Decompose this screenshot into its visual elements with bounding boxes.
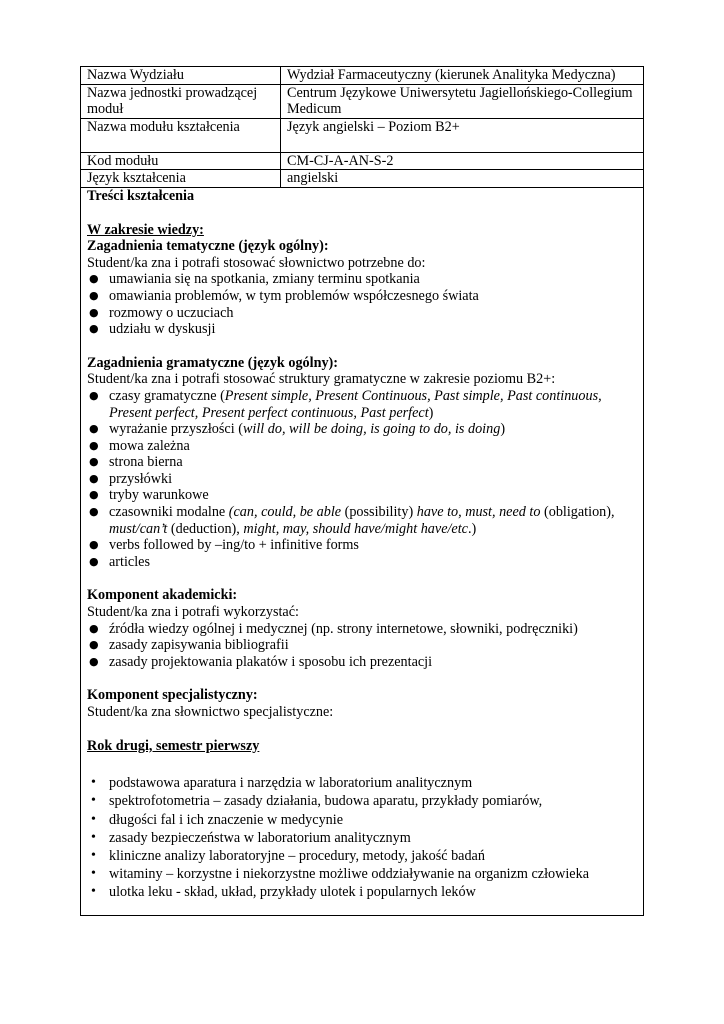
row-value: Centrum Językowe Uniwersytetu Jagiellońskiego-Collegium Medicum	[281, 84, 644, 118]
list-item: ● czasowniki modalne (can, could, be able (possibility) have to, must, need to (obligation), must/can’t (deduction), might, may, should have/might have/etc.)	[87, 504, 643, 537]
list-item: • podstawowa aparatura i narzędzia w laboratorium analitycznym	[87, 774, 643, 792]
list-item: • spektrofotometria – zasady działania, budowa aparatu, przykłady pomiarów,	[87, 792, 643, 810]
table-row	[81, 67, 644, 85]
thematic-intro: Student/ka zna i potrafi stosować słownictwo potrzebne do:	[87, 254, 426, 271]
row-label: Nazwa modułu kształcenia	[81, 118, 281, 152]
row-label: Nazwa jednostki prowadzącej moduł	[81, 84, 281, 118]
list-item: ● umawiania się na spotkania, zmiany terminu spotkania	[87, 271, 643, 288]
list-item: ● czasy gramatyczne (Present simple, Present Continuous, Past simple, Past continuous, Present perfect, Present perfect continuous, Past perfect)	[87, 388, 643, 421]
row-label: Język kształcenia	[81, 170, 281, 188]
grammar-heading: Zagadnienia gramatyczne (język ogólny):	[87, 354, 339, 371]
list-item: • ulotka leku - skład, układ, przykłady ulotek i popularnych leków	[87, 883, 643, 901]
row-label: Nazwa Wydziału	[81, 67, 281, 85]
list-item: ● zasady zapisywania bibliografii	[87, 637, 643, 654]
table-row	[81, 170, 644, 188]
list-item: ● verbs followed by –ing/to + infinitive forms	[87, 537, 643, 554]
table-row	[81, 84, 644, 118]
content-title: Treści kształcenia	[87, 187, 195, 204]
list-item: ● tryby warunkowe	[87, 487, 643, 504]
year-heading: Rok drugi, semestr pierwszy	[87, 737, 260, 754]
row-value: Wydział Farmaceutyczny (kierunek Analityka Medyczna)	[281, 67, 644, 85]
list-item: ● mowa zależna	[87, 438, 643, 455]
list-item: • kliniczne analizy laboratoryjne – procedury, metody, jakość badań	[87, 847, 643, 865]
content-cell	[81, 187, 644, 915]
module-table	[80, 66, 644, 916]
list-item: ● przysłówki	[87, 471, 643, 488]
list-item: ● wyrażanie przyszłości (will do, will be doing, is going to do, is doing)	[87, 421, 643, 438]
thematic-heading: Zagadnienia tematyczne (język ogólny):	[87, 238, 329, 255]
grammar-intro: Student/ka zna i potrafi stosować struktury gramatyczne w zakresie poziomu B2+:	[87, 371, 556, 388]
row-label: Kod modułu	[81, 152, 281, 170]
list-item: ● udziału w dyskusji	[87, 321, 643, 338]
knowledge-heading: W zakresie wiedzy:	[87, 221, 204, 238]
list-item: ● rozmowy o uczuciach	[87, 305, 643, 322]
specialist-intro: Student/ka zna słownictwo specjalistyczne:	[87, 704, 334, 720]
list-item: ● strona bierna	[87, 454, 643, 471]
list-item: ● źródła wiedzy ogólnej i medycznej (np. strony internetowe, słowniki, podręczniki)	[87, 621, 643, 638]
specialist-list	[87, 774, 643, 901]
thematic-list	[87, 271, 643, 337]
row-value: angielski	[281, 170, 644, 188]
row-value: Język angielski – Poziom B2+	[281, 118, 644, 152]
academic-heading: Komponent akademicki:	[87, 587, 238, 604]
list-item: • długości fal i ich znaczenie w medycynie	[87, 811, 643, 829]
table-row	[81, 152, 644, 170]
specialist-heading: Komponent specjalistyczny:	[87, 687, 258, 704]
list-item: ● omawiania problemów, w tym problemów współczesnego świata	[87, 288, 643, 305]
list-item: ● zasady projektowania plakatów i sposobu ich prezentacji	[87, 654, 643, 671]
academic-intro: Student/ka zna i potrafi wykorzystać:	[87, 604, 299, 621]
content-row	[81, 187, 644, 915]
academic-list	[87, 621, 643, 671]
list-item: ● articles	[87, 554, 643, 571]
grammar-list	[87, 388, 643, 571]
list-item: • witaminy – korzystne i niekorzystne możliwe oddziaływanie na organizm człowieka	[87, 865, 643, 883]
row-value: CM-CJ-A-AN-S-2	[281, 152, 644, 170]
table-row	[81, 118, 644, 152]
list-item: • zasady bezpieczeństwa w laboratorium analitycznym	[87, 829, 643, 847]
